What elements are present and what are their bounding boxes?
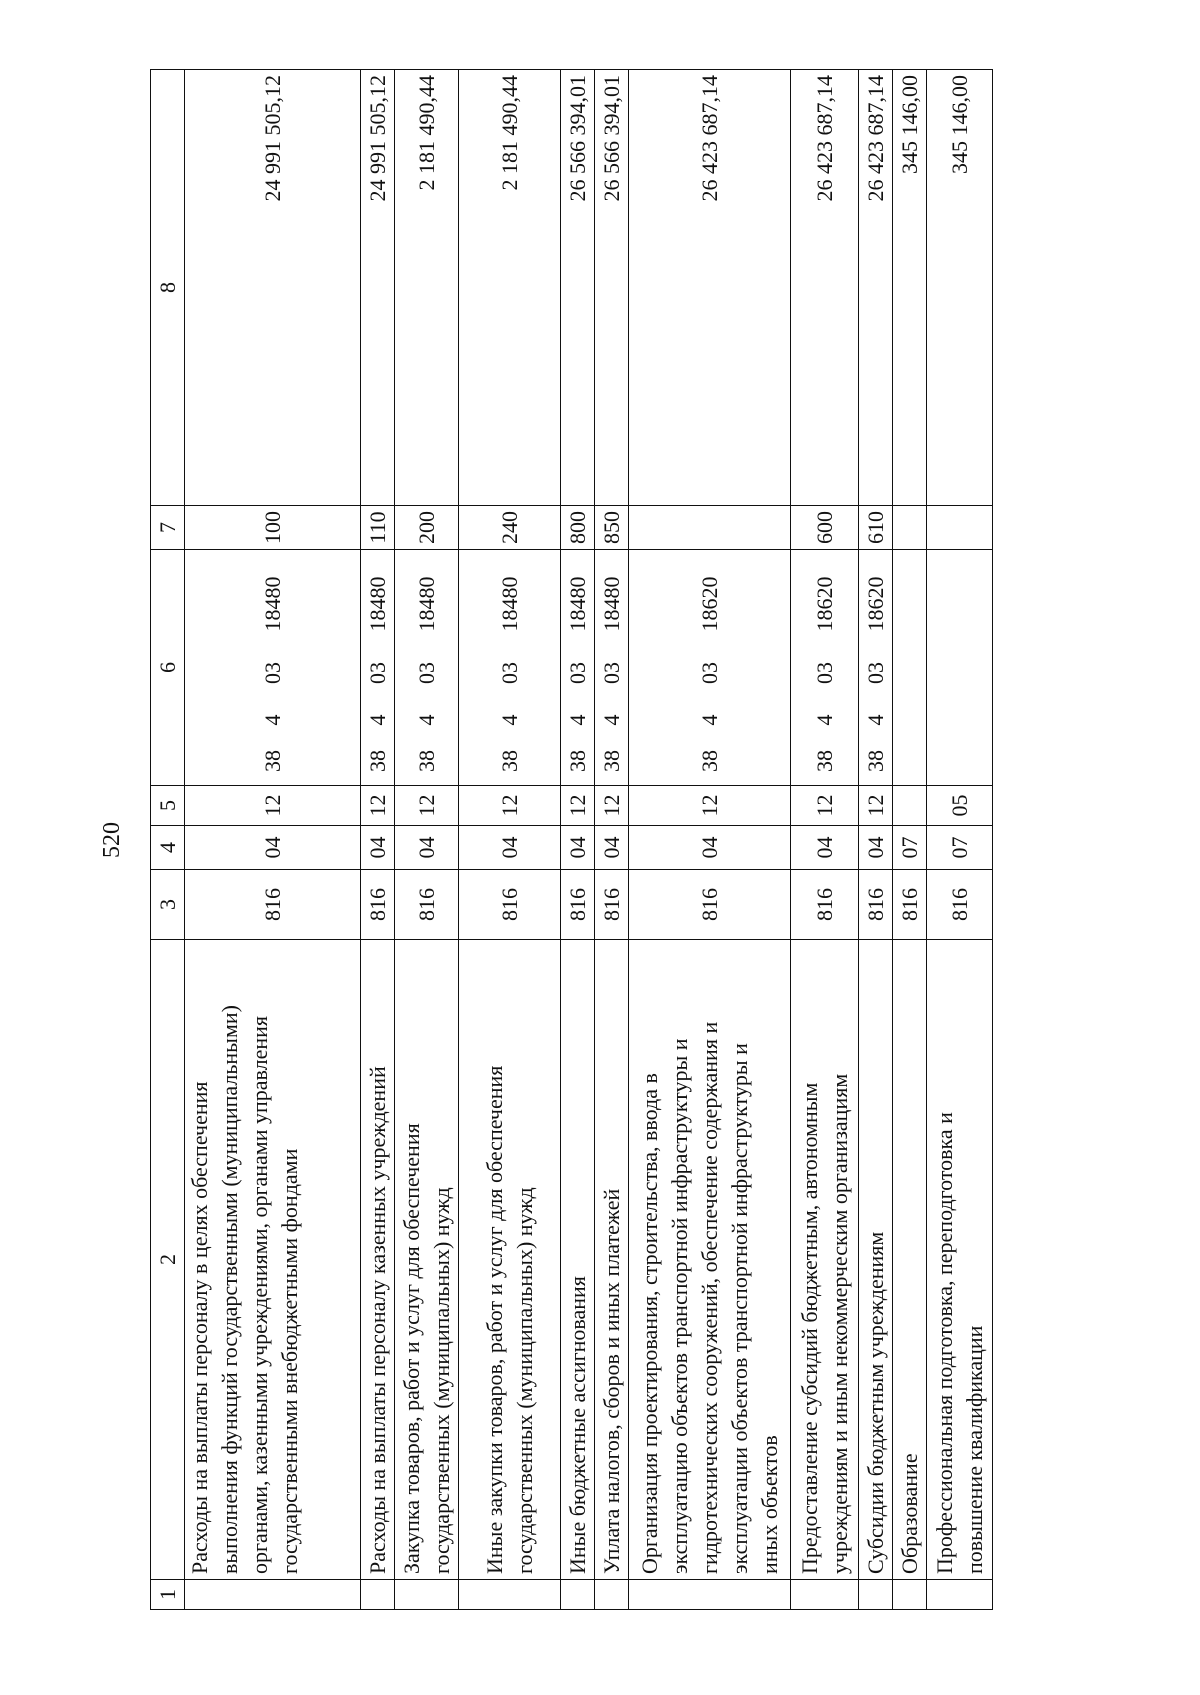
target-article-part: 18480 — [364, 576, 390, 632]
description-line: иных объектов — [756, 1435, 782, 1574]
cell-description — [927, 940, 993, 1580]
cell-amount: 26 423 687,14 — [629, 70, 791, 506]
description-line: выполнения функций государственными (муниципальными) — [217, 1005, 242, 1574]
target-article-part: 38 — [696, 750, 722, 772]
cell-expense-type-code: 850 — [595, 506, 629, 550]
target-article-part: 18480 — [259, 576, 285, 632]
cell-col-1 — [893, 1580, 927, 1610]
table-row — [893, 70, 927, 1610]
target-article-part: 4 — [564, 714, 590, 726]
description-line: государственными внебюджетными фондами — [277, 1148, 302, 1574]
cell-section-code: 04 — [629, 826, 791, 870]
target-article-part: 18480 — [598, 576, 624, 632]
target-article-part: 18480 — [564, 576, 590, 632]
cell-amount: 26 423 687,14 — [859, 70, 893, 506]
target-article-part: 18620 — [862, 576, 888, 632]
table-row — [629, 70, 791, 1610]
description-line: Иные бюджетные ассигнования — [564, 1276, 590, 1574]
cell-target-article-code — [791, 550, 859, 786]
cell-expense-type-code — [893, 506, 927, 550]
cell-ministry-code: 816 — [459, 870, 561, 940]
description-line: Профессиональная подготовка, переподготовка и — [931, 1112, 957, 1574]
cell-expense-type-code — [927, 506, 993, 550]
cell-description — [629, 940, 791, 1580]
description-line: эксплуатации объектов транспортной инфраструктуры и — [726, 1043, 752, 1574]
cell-amount: 26 566 394,01 — [595, 70, 629, 506]
target-article-part: 38 — [598, 750, 624, 772]
cell-subsection-code: 12 — [361, 786, 395, 826]
target-article-part: 4 — [364, 714, 390, 726]
cell-amount: 24 991 505,12 — [361, 70, 395, 506]
cell-expense-type-code: 800 — [561, 506, 595, 550]
cell-section-code: 04 — [561, 826, 595, 870]
cell-ministry-code: 816 — [893, 870, 927, 940]
cell-target-article-code — [561, 550, 595, 786]
description-line: гидротехнических сооружений, обеспечение содержания и — [696, 1021, 722, 1574]
cell-col-1 — [927, 1580, 993, 1610]
target-article-part: 38 — [496, 750, 522, 772]
cell-target-article-code — [595, 550, 629, 786]
description-line: государственных (муниципальных) нужд — [511, 1187, 537, 1574]
cell-section-code: 04 — [395, 826, 459, 870]
cell-col-1 — [561, 1580, 595, 1610]
cell-description — [395, 940, 459, 1580]
cell-amount: 26 566 394,01 — [561, 70, 595, 506]
cell-description — [595, 940, 629, 1580]
header-col-3: 3 — [151, 870, 185, 940]
target-article-part: 03 — [862, 662, 888, 684]
cell-expense-type-code — [629, 506, 791, 550]
cell-amount: 345 146,00 — [893, 70, 927, 506]
target-article-part: 03 — [413, 662, 439, 684]
target-article-part: 38 — [811, 750, 837, 772]
cell-section-code: 07 — [893, 826, 927, 870]
header-col-4: 4 — [151, 826, 185, 870]
cell-col-1 — [859, 1580, 893, 1610]
cell-col-1 — [629, 1580, 791, 1610]
target-article-part: 38 — [564, 750, 590, 772]
cell-target-article-code — [629, 550, 791, 786]
description-line: Организация проектирования, строительства, ввода в — [636, 1073, 662, 1574]
cell-col-1 — [185, 1580, 361, 1610]
cell-subsection-code: 12 — [459, 786, 561, 826]
description-line: Закупка товаров, работ и услуг для обеспечения — [398, 1123, 424, 1574]
cell-expense-type-code: 240 — [459, 506, 561, 550]
header-row — [151, 70, 185, 1610]
cell-ministry-code: 816 — [595, 870, 629, 940]
description-line: Расходы на выплаты персоналу в целях обеспечения — [187, 1081, 212, 1574]
page-number: 520 — [99, 822, 125, 858]
cell-subsection-code: 12 — [791, 786, 859, 826]
cell-description — [185, 940, 361, 1580]
cell-subsection-code: 12 — [185, 786, 361, 826]
target-article-part: 18620 — [696, 576, 722, 632]
target-article-part: 03 — [496, 662, 522, 684]
cell-ministry-code: 816 — [791, 870, 859, 940]
table-row — [561, 70, 595, 1610]
cell-amount: 2 181 490,44 — [459, 70, 561, 506]
cell-col-1 — [361, 1580, 395, 1610]
target-article-part: 18480 — [413, 576, 439, 632]
header-col-2: 2 — [151, 940, 185, 1580]
target-article-part: 38 — [259, 750, 285, 772]
cell-description — [459, 940, 561, 1580]
rotated-table-container — [150, 70, 1065, 1610]
cell-subsection-code: 12 — [595, 786, 629, 826]
header-col-7: 7 — [151, 506, 185, 550]
cell-subsection-code — [893, 786, 927, 826]
cell-ministry-code: 816 — [859, 870, 893, 940]
table-body — [151, 70, 993, 1610]
cell-target-article-code — [859, 550, 893, 786]
target-article-part: 03 — [564, 662, 590, 684]
target-article-part: 38 — [364, 750, 390, 772]
description-line: учреждениям и иным некоммерческим организациям — [826, 1073, 852, 1574]
cell-subsection-code: 05 — [927, 786, 993, 826]
cell-col-1 — [395, 1580, 459, 1610]
cell-target-article-code — [459, 550, 561, 786]
cell-expense-type-code: 600 — [791, 506, 859, 550]
target-article-part: 4 — [862, 714, 888, 726]
description-line: государственных (муниципальных) нужд — [428, 1187, 454, 1574]
cell-subsection-code: 12 — [561, 786, 595, 826]
cell-amount: 24 991 505,12 — [185, 70, 361, 506]
cell-description — [893, 940, 927, 1580]
cell-section-code: 07 — [927, 826, 993, 870]
cell-section-code: 04 — [185, 826, 361, 870]
target-article-part: 03 — [364, 662, 390, 684]
table-row — [361, 70, 395, 1610]
cell-col-1 — [595, 1580, 629, 1610]
cell-ministry-code: 816 — [561, 870, 595, 940]
table-row — [185, 70, 361, 1610]
cell-section-code: 04 — [459, 826, 561, 870]
table-row — [395, 70, 459, 1610]
table-row — [859, 70, 893, 1610]
target-article-part: 4 — [811, 714, 837, 726]
cell-description — [561, 940, 595, 1580]
header-col-6: 6 — [151, 550, 185, 786]
cell-target-article-code — [361, 550, 395, 786]
cell-col-1 — [459, 1580, 561, 1610]
cell-target-article-code — [927, 550, 993, 786]
header-col-5: 5 — [151, 786, 185, 826]
description-line: Уплата налогов, сборов и иных платежей — [598, 1188, 624, 1574]
cell-expense-type-code: 200 — [395, 506, 459, 550]
target-article-part: 38 — [862, 750, 888, 772]
cell-expense-type-code: 100 — [185, 506, 361, 550]
target-article-part: 18620 — [811, 576, 837, 632]
description-line: Предоставление субсидий бюджетным, автономным — [796, 1082, 822, 1574]
target-article-part: 03 — [598, 662, 624, 684]
cell-expense-type-code: 110 — [361, 506, 395, 550]
table-row — [927, 70, 993, 1610]
table-row — [791, 70, 859, 1610]
description-line: эксплуатацию объектов транспортной инфраструктуры и — [666, 1038, 692, 1574]
cell-expense-type-code: 610 — [859, 506, 893, 550]
cell-col-1 — [791, 1580, 859, 1610]
cell-subsection-code: 12 — [395, 786, 459, 826]
target-article-part: 03 — [696, 662, 722, 684]
table-row — [459, 70, 561, 1610]
target-article-part: 4 — [413, 714, 439, 726]
target-article-part: 4 — [496, 714, 522, 726]
target-article-part: 4 — [696, 714, 722, 726]
description-line: Образование — [896, 1453, 922, 1574]
cell-ministry-code: 816 — [629, 870, 791, 940]
table-row — [595, 70, 629, 1610]
header-col-1: 1 — [151, 1580, 185, 1610]
target-article-part: 18480 — [496, 576, 522, 632]
cell-target-article-code — [395, 550, 459, 786]
description-line: Иные закупки товаров, работ и услуг для обеспечения — [481, 1065, 507, 1574]
budget-table — [150, 69, 993, 1610]
description-line: повышение квалификации — [961, 1325, 987, 1574]
cell-section-code: 04 — [791, 826, 859, 870]
target-article-part: 4 — [598, 714, 624, 726]
cell-ministry-code: 816 — [395, 870, 459, 940]
target-article-part: 4 — [259, 714, 285, 726]
description-line: Субсидии бюджетным учреждениям — [862, 1231, 888, 1574]
cell-amount: 345 146,00 — [927, 70, 993, 506]
cell-description — [859, 940, 893, 1580]
cell-ministry-code: 816 — [185, 870, 361, 940]
cell-description — [791, 940, 859, 1580]
target-article-part: 03 — [259, 662, 285, 684]
cell-section-code: 04 — [859, 826, 893, 870]
description-line: Расходы на выплаты персоналу казенных учреждений — [364, 1066, 390, 1574]
cell-subsection-code: 12 — [629, 786, 791, 826]
cell-target-article-code — [185, 550, 361, 786]
cell-amount: 26 423 687,14 — [791, 70, 859, 506]
header-col-8: 8 — [151, 70, 185, 506]
cell-section-code: 04 — [361, 826, 395, 870]
cell-target-article-code — [893, 550, 927, 786]
target-article-part: 03 — [811, 662, 837, 684]
cell-subsection-code: 12 — [859, 786, 893, 826]
cell-amount: 2 181 490,44 — [395, 70, 459, 506]
description-line: органами, казенными учреждениями, органами управления — [247, 1015, 272, 1574]
cell-description — [361, 940, 395, 1580]
target-article-part: 38 — [413, 750, 439, 772]
cell-ministry-code: 816 — [927, 870, 993, 940]
cell-section-code: 04 — [595, 826, 629, 870]
cell-ministry-code: 816 — [361, 870, 395, 940]
